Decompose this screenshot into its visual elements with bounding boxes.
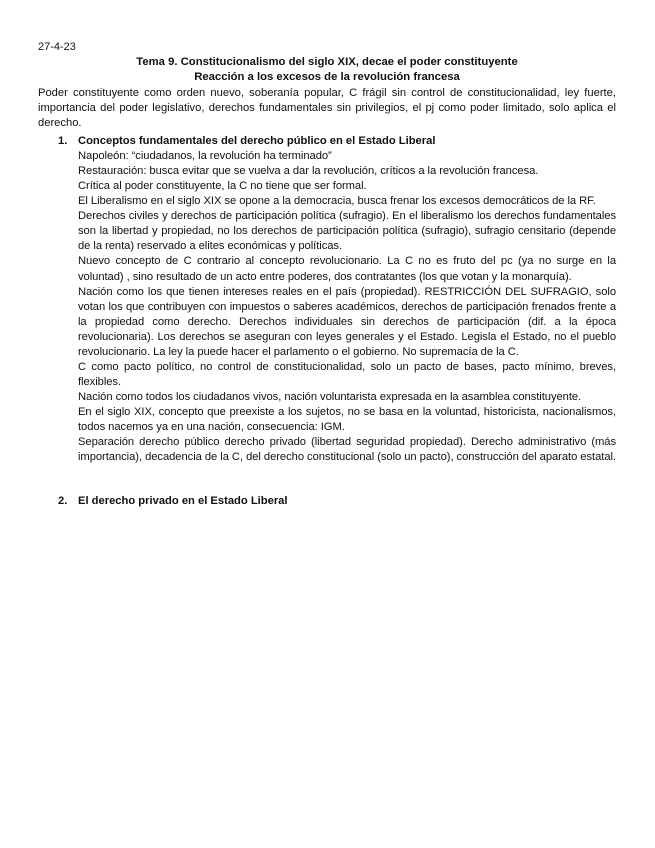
section-1-paragraph: C como pacto político, no control de constitucionalidad, solo un pacto de bases, pacto mínimo, breves, flexibles. [78, 360, 616, 388]
section-2-heading: El derecho privado en el Estado Liberal [78, 495, 288, 507]
section-1-number: 1. [58, 135, 68, 147]
document-subtitle: Reacción a los excesos de la revolución francesa [194, 71, 460, 83]
section-1-paragraph: En el siglo XIX, concepto que preexiste a los sujetos, no se basa en la voluntad, historicista, nacionalismos, todos nacemos ya en una nación, consecuencia: IGM. [78, 406, 616, 434]
section-1-paragraph: El Liberalismo en el siglo XIX se opone a la democracia, busca frenar los excesos democráticos de la RF. [78, 195, 596, 208]
section-1-heading: Conceptos fundamentales del derecho público en el Estado Liberal [78, 135, 436, 147]
section-1-paragraph: Restauración: busca evitar que se vuelva a dar la revolución, críticos a la revolución francesa. [78, 165, 539, 178]
section-1-paragraph: Separación derecho público derecho privado (libertad seguridad propiedad). Derecho administrativo (más importancia), decadencia de la C, del derecho constitucional (solo un pacto), construcción del aparato estatal. [78, 436, 616, 464]
section-1-body [78, 149, 616, 465]
section-1-paragraph: Napoleón: “ciudadanos, la revolución ha terminado” [78, 150, 332, 162]
section-1-paragraph: Crítica al poder constituyente, la C no tiene que ser formal. [78, 180, 367, 193]
section-1-paragraph: Derechos civiles y derechos de participación política (sufragio). En el liberalismo los derechos fundamentales son la libertad y propiedad, no los derechos de participación política (sufragio), sufragio censitario (depende de la renta) reservado a elites económicas y políticas. [78, 210, 616, 253]
section-1-paragraph: Nación como los que tienen intereses reales en el país (propiedad). RESTRICCIÓN DEL SUFRAGIO, solo votan los que contribuyen con impuestos o saberes académicos, derechos de participación frenados frente a la propiedad como derecho. Derechos individuales sin derechos de participación (dif. a la época revolucionaria). Los derechos se aseguran con leyes generales y el Estado. Legisla el Estado, no el pueblo revolucionario. La ley la puede hacer el parlamento o el gobierno. No supremacía de la C. [78, 285, 616, 358]
section-1-paragraph: Nuevo concepto de C contrario al concepto revolucionario. La C no es fruto del pc (ya no surge en la voluntad) , sino resultado de un acto entre poderes, dos contratantes (los que votan y la monarquía). [78, 255, 616, 283]
section-2-number: 2. [58, 495, 68, 507]
document-date: 27-4-23 [38, 41, 76, 53]
document-title: Tema 9. Constitucionalismo del siglo XIX, decae el poder constituyente [136, 56, 518, 68]
intro-paragraph: Poder constituyente como orden nuevo, soberanía popular, C frágil sin control de constitucionalidad, ley fuerte, importancia del poder legislativo, derechos fundamentales sin privilegios, el pj como poder limitado, solo aplica el derecho. [38, 87, 616, 130]
section-1-paragraph: Nación como todos los ciudadanos vivos, nación voluntarista expresada en la asamblea constituyente. [78, 391, 582, 403]
